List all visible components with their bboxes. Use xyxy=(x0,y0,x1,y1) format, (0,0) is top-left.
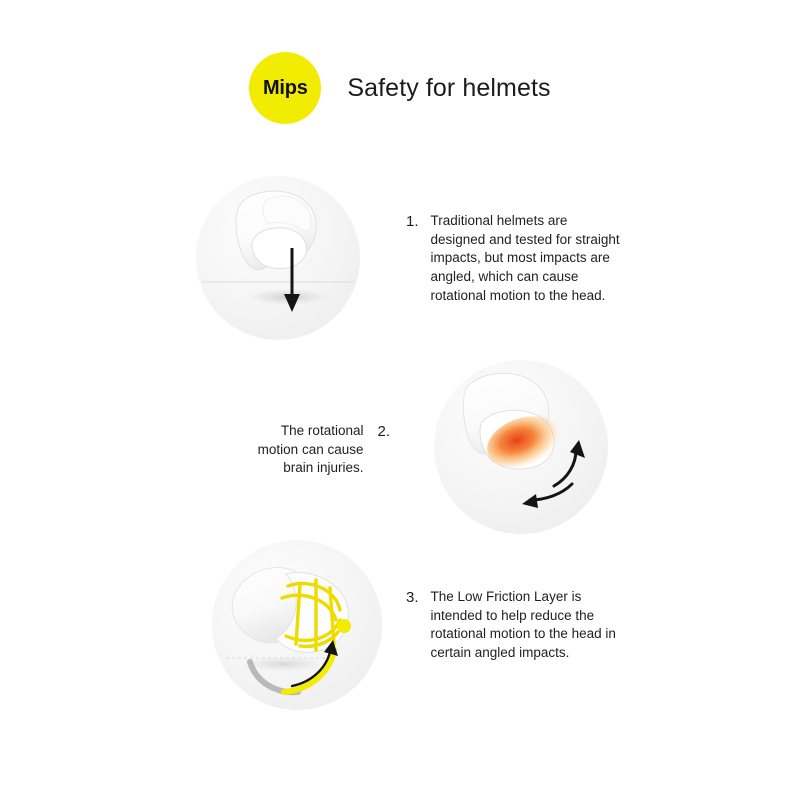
step-1-text-block xyxy=(406,212,620,305)
rotational-motion-graphic xyxy=(434,360,608,534)
step-2-description: The rotational motion can cause brain injuries. xyxy=(257,423,364,476)
straight-impact-graphic xyxy=(196,176,360,340)
step-1-description: Traditional helmets are designed and tested for straight impacts, but most impacts are angled, which can cause rotational motion to the head. xyxy=(430,213,620,303)
step-1-number: 1. xyxy=(406,213,419,230)
helmet-rotational-motion-illustration xyxy=(434,360,608,534)
brand-name: Mips xyxy=(262,76,308,99)
layer-highlight-dot xyxy=(337,619,351,633)
low-friction-layer-graphic xyxy=(212,540,382,710)
helmet-straight-impact-illustration xyxy=(196,176,360,340)
step-3-text-block xyxy=(406,588,618,663)
step-2-text-block xyxy=(240,422,390,478)
mips-logo-badge xyxy=(249,52,321,124)
step-2-number: 2. xyxy=(377,423,390,440)
page-header xyxy=(0,52,800,124)
page-title: Safety for helmets xyxy=(347,73,551,102)
step-3-description: The Low Friction Layer is intended to help reduce the rotational motion to the head in certain angled impacts. xyxy=(430,589,616,660)
step-3-number: 3. xyxy=(406,589,419,606)
helmet-low-friction-layer-illustration xyxy=(212,540,382,710)
